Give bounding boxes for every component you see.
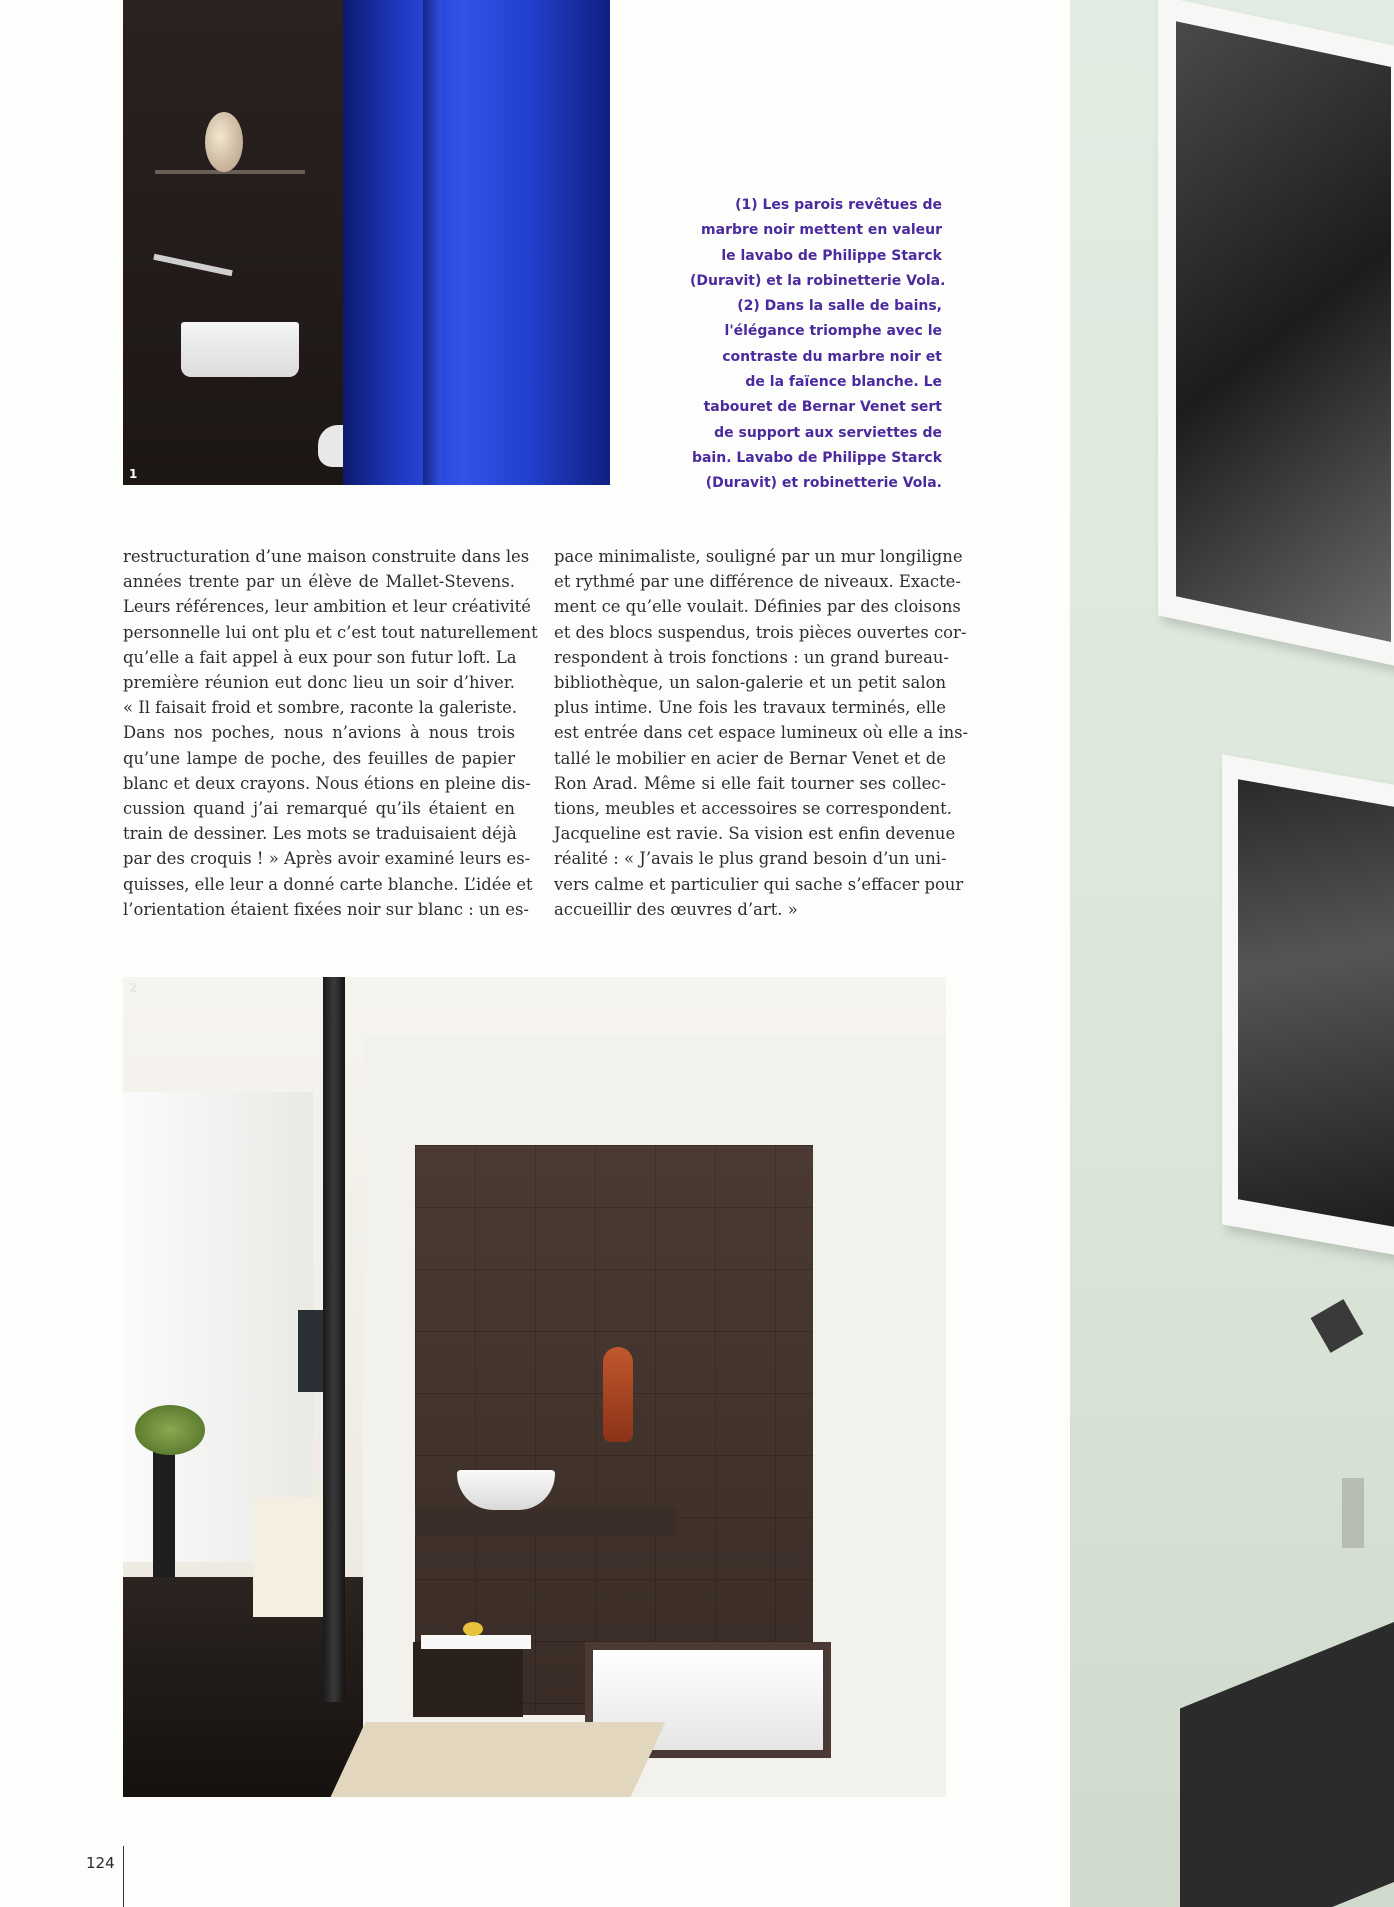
caption-line: marbre noir mettent en valeur [701, 222, 942, 239]
light-switch [1342, 1478, 1364, 1548]
page-number-rule [123, 1846, 124, 1907]
photo2-stool [413, 1642, 523, 1717]
photo2-vanity [415, 1507, 677, 1537]
photo2-plant [135, 1405, 205, 1455]
body-line: et des blocs suspendus, trois pièces ouvertes cor- [554, 622, 967, 642]
body-line: Dans nos poches, nous n’avions à nous trois [123, 723, 515, 743]
caption-line: le lavabo de Philippe Starck [721, 247, 942, 264]
photo1-faucet [153, 254, 232, 277]
photo2-towels [421, 1635, 531, 1649]
caption-line: de la faïence blanche. Le [745, 374, 942, 391]
body-line: Leurs références, leur ambition et leur créativité [123, 597, 531, 617]
body-line: plus intime. Une fois les travaux terminés, elle [554, 698, 946, 718]
photo1-shelf [155, 170, 305, 174]
body-line: personnelle lui ont plu et c’est tout naturellement [123, 622, 538, 642]
body-line: réalité : « J’avais le plus grand besoin d’un uni- [554, 849, 947, 869]
body-line: Jacqueline est ravie. Sa vision est enfin devenue [554, 824, 956, 844]
photo1-curtain-fold [423, 0, 441, 485]
wall-lamp-clip [1311, 1299, 1364, 1353]
caption-line: tabouret de Bernar Venet sert [703, 399, 942, 416]
photo2-rug [331, 1722, 666, 1797]
caption-line: contraste du marbre noir et [722, 348, 942, 365]
body-line: et rythmé par une différence de niveaux. Exacte- [554, 572, 961, 592]
facing-page-photo [1070, 0, 1394, 1907]
photo1-blue-curtain [343, 0, 610, 485]
body-line: tallé le mobilier en acier de Bernar Venet et de [554, 748, 946, 768]
body-line: est entrée dans cet espace lumineux où elle a ins- [554, 723, 969, 743]
caption-line: (2) Dans la salle de bains, [737, 298, 942, 315]
caption-line: bain. Lavabo de Philippe Starck [691, 449, 942, 466]
body-line: cussion quand j’ai remarqué qu’ils étaient en [123, 799, 515, 819]
photo1-basin [181, 322, 299, 377]
photo-caption [690, 193, 946, 497]
body-line: pace minimaliste, souligné par un mur longiligne [554, 547, 963, 566]
framed-photograph-top [1158, 0, 1394, 669]
body-line: l’orientation étaient fixées noir sur blanc : un es- [123, 899, 529, 919]
page-number: 124 [86, 1854, 115, 1872]
photo2-african-mask [603, 1347, 633, 1442]
dark-table [1180, 1612, 1394, 1907]
photo1-wall-lamp [205, 112, 243, 172]
caption-line: (1) Les parois revêtues de [735, 197, 942, 213]
caption-line: l'élégance triomphe avec le [724, 323, 942, 340]
photo-loft-bathroom [123, 977, 946, 1797]
body-line: accueillir des œuvres d’art. » [554, 899, 798, 919]
body-line: première réunion eut donc lieu un soir d’hiver. [123, 673, 515, 693]
body-line: quisses, elle leur a donné carte blanche. L’idée et [123, 874, 533, 894]
caption-line: (Duravit) et robinetterie Vola. [705, 475, 942, 492]
body-line: vers calme et particulier qui sache s’effacer pour [554, 874, 964, 894]
body-line: bibliothèque, un salon-galerie et un petit salon [554, 673, 946, 693]
photo-bathroom-blue-curtain [123, 0, 610, 485]
body-line: blanc et deux crayons. Nous étions en pleine dis- [123, 773, 531, 793]
body-line: restructuration d’une maison construite dans les [123, 547, 530, 566]
body-line: respondent à trois fonctions : un grand bureau- [554, 647, 949, 667]
photo2-number: 2 [129, 981, 138, 995]
body-line: par des croquis ! » Après avoir examiné leurs es- [123, 849, 531, 869]
body-line: années trente par un élève de Mallet-Stevens. [123, 572, 515, 592]
body-line: qu’elle a fait appel à eux pour son futur loft. La [123, 647, 517, 667]
photo2-iron-column [323, 977, 345, 1702]
body-line: train de dessiner. Les mots se traduisaient déjà [123, 824, 517, 844]
body-line: ment ce qu’elle voulait. Définies par des cloisons [554, 597, 961, 617]
photo2-vase [153, 1447, 175, 1577]
body-column-right [554, 544, 969, 922]
body-column-left [123, 544, 538, 922]
photo2-sponge [463, 1622, 483, 1636]
caption-line: (Duravit) et la robinetterie Vola. [690, 272, 946, 289]
photo2-curtained-window [123, 1092, 313, 1562]
caption-line: de support aux serviettes de [714, 424, 942, 441]
body-line: Ron Arad. Même si elle fait tourner ses collec- [554, 773, 946, 793]
photo1-number: 1 [129, 467, 138, 481]
body-line: qu’une lampe de poche, des feuilles de papier [123, 748, 515, 768]
body-line: tions, meubles et accessoires se correspondent. [554, 799, 952, 819]
framed-photograph-bottom [1222, 754, 1394, 1259]
body-line: « Il faisait froid et sombre, raconte la galeriste. [123, 698, 518, 718]
